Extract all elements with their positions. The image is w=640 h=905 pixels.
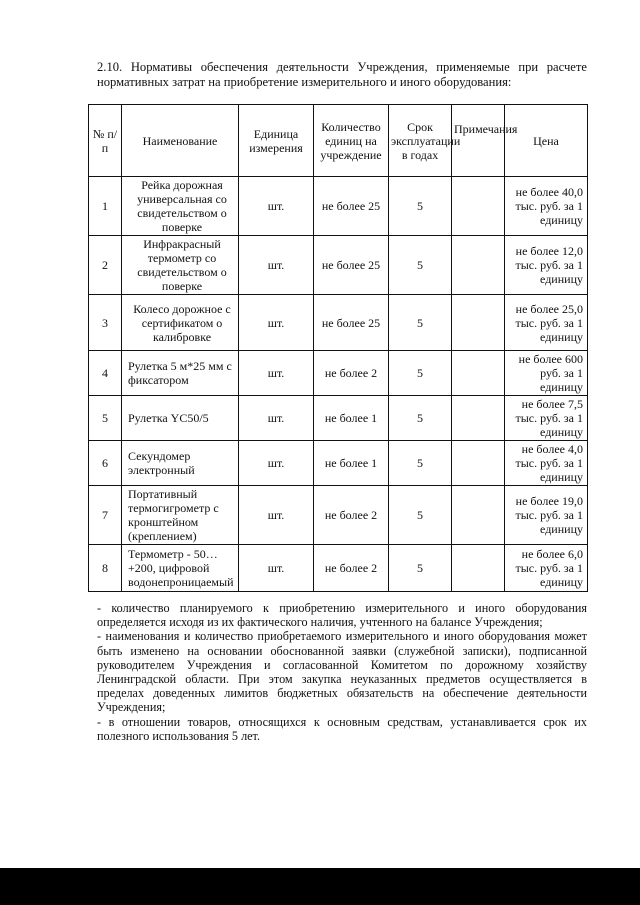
- cell-name: Портативный термогигрометр с кронштейном (креплением): [122, 486, 239, 545]
- cell-num: 1: [89, 177, 122, 236]
- cell-price: не более 19,0 тыс. руб. за 1 единицу: [505, 486, 588, 545]
- table-row: [89, 177, 588, 236]
- table-row: [89, 236, 588, 295]
- cell-num: 2: [89, 236, 122, 295]
- cell-num: 8: [89, 545, 122, 592]
- header-num: № п/п: [89, 105, 122, 177]
- section-heading: 2.10. Нормативы обеспечения деятельности Учреждения, применяемые при расчете нормативных затрат на приобретение измерительного и иного оборудования:: [97, 60, 587, 89]
- scan-border: [0, 868, 640, 905]
- cell-price: не более 25,0 тыс. руб. за 1 единицу: [505, 295, 588, 351]
- table-row: [89, 295, 588, 351]
- equipment-norms-table: [88, 104, 588, 592]
- note-paragraph: - наименования и количество приобретаемого измерительного и иного оборудования может быть изменено на основании обоснованной заявки (служебной записки), подписанной руководителем Учреждения и согласованной Комитетом по дорожному хозяйству Ленинградской области. При этом закупка неуказанных предметов осуществляется в пределах доведенных лимитов бюджетных обязательств на обеспечение деятельности Учреждения;: [97, 629, 587, 715]
- cell-price: не более 600 руб. за 1 единицу: [505, 351, 588, 396]
- header-name: Наименование: [122, 105, 239, 177]
- cell-qty: не более 1: [314, 441, 389, 486]
- cell-term: 5: [389, 396, 452, 441]
- cell-note: [452, 396, 505, 441]
- cell-unit: шт.: [239, 441, 314, 486]
- cell-term: 5: [389, 486, 452, 545]
- note-paragraph: - в отношении товаров, относящихся к основным средствам, устанавливается срок их полезного использования 5 лет.: [97, 714, 587, 743]
- cell-name: Колесо дорожное с сертификатом о калибровке: [122, 295, 239, 351]
- cell-note: [452, 441, 505, 486]
- cell-unit: шт.: [239, 236, 314, 295]
- table-row: [89, 396, 588, 441]
- cell-price: не более 7,5 тыс. руб. за 1 единицу: [505, 396, 588, 441]
- cell-note: [452, 177, 505, 236]
- cell-unit: шт.: [239, 396, 314, 441]
- cell-term: 5: [389, 177, 452, 236]
- cell-unit: шт.: [239, 295, 314, 351]
- cell-note: [452, 236, 505, 295]
- cell-name: Инфракрасный термометр со свидетельством о поверке: [122, 236, 239, 295]
- notes-section: [97, 601, 587, 743]
- header-term: Срок эксплуатации в годах: [389, 105, 452, 177]
- cell-name: Термометр - 50…+200, цифровой водонепроницаемый: [122, 545, 239, 592]
- cell-price: не более 6,0 тыс. руб. за 1 единицу: [505, 545, 588, 592]
- cell-unit: шт.: [239, 351, 314, 396]
- table-row: [89, 441, 588, 486]
- cell-qty: не более 25: [314, 295, 389, 351]
- cell-name: Секундомер электронный: [122, 441, 239, 486]
- cell-unit: шт.: [239, 545, 314, 592]
- cell-qty: не более 2: [314, 486, 389, 545]
- cell-qty: не более 25: [314, 177, 389, 236]
- header-unit: Единица измерения: [239, 105, 314, 177]
- table-header-row: [89, 105, 588, 177]
- cell-term: 5: [389, 545, 452, 592]
- cell-qty: не более 1: [314, 396, 389, 441]
- cell-note: [452, 351, 505, 396]
- cell-name: Рулетка YC50/5: [122, 396, 239, 441]
- header-qty: Количество единиц на учреждение: [314, 105, 389, 177]
- cell-name: Рулетка 5 м*25 мм с фиксатором: [122, 351, 239, 396]
- cell-unit: шт.: [239, 177, 314, 236]
- table-row: [89, 545, 588, 592]
- cell-price: не более 4,0 тыс. руб. за 1 единицу: [505, 441, 588, 486]
- cell-price: не более 12,0 тыс. руб. за 1 единицу: [505, 236, 588, 295]
- cell-note: [452, 545, 505, 592]
- cell-num: 6: [89, 441, 122, 486]
- cell-num: 4: [89, 351, 122, 396]
- cell-name: Рейка дорожная универсальная со свидетельством о поверке: [122, 177, 239, 236]
- cell-term: 5: [389, 351, 452, 396]
- table-row: [89, 351, 588, 396]
- cell-term: 5: [389, 441, 452, 486]
- table-row: [89, 486, 588, 545]
- cell-note: [452, 295, 505, 351]
- header-price: Цена: [505, 105, 588, 177]
- cell-num: 5: [89, 396, 122, 441]
- cell-note: [452, 486, 505, 545]
- header-note: Примечания: [452, 105, 505, 177]
- cell-qty: не более 2: [314, 351, 389, 396]
- cell-term: 5: [389, 236, 452, 295]
- cell-unit: шт.: [239, 486, 314, 545]
- note-paragraph: - количество планируемого к приобретению измерительного и иного оборудования определяется исходя из их фактического наличия, учтенного на балансе Учреждения;: [97, 601, 587, 630]
- cell-qty: не более 2: [314, 545, 389, 592]
- cell-qty: не более 25: [314, 236, 389, 295]
- cell-num: 7: [89, 486, 122, 545]
- cell-num: 3: [89, 295, 122, 351]
- cell-price: не более 40,0 тыс. руб. за 1 единицу: [505, 177, 588, 236]
- cell-term: 5: [389, 295, 452, 351]
